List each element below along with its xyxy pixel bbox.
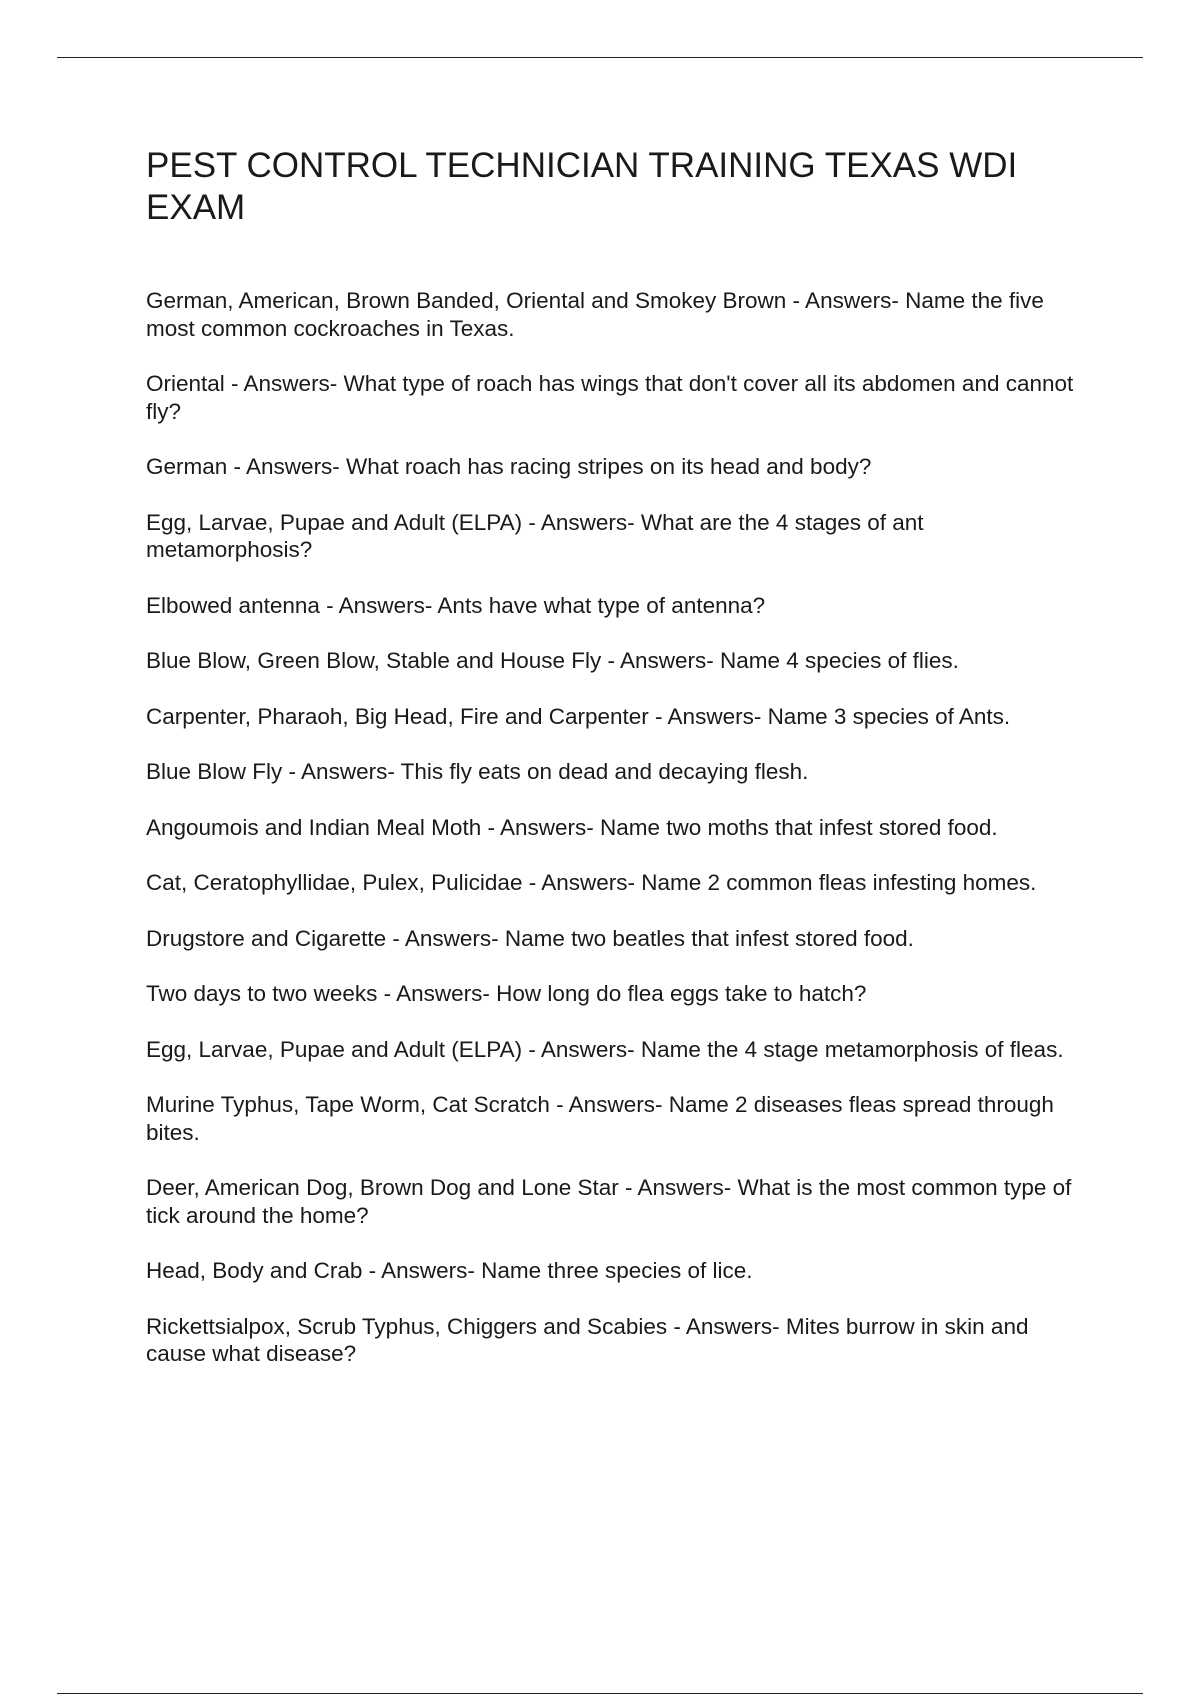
qa-item: Egg, Larvae, Pupae and Adult (ELPA) - Answers- What are the 4 stages of ant metamorphosis? — [146, 509, 924, 562]
qa-item: Blue Blow Fly - Answers- This fly eats on dead and decaying flesh. — [146, 759, 809, 784]
qa-item: Head, Body and Crab - Answers- Name three species of lice. — [146, 1258, 753, 1283]
qa-item: German - Answers- What roach has racing stripes on its head and body? — [146, 454, 872, 479]
qa-item: Blue Blow, Green Blow, Stable and House Fly - Answers- Name 4 species of flies. — [146, 648, 959, 673]
qa-item: Rickettsialpox, Scrub Typhus, Chiggers and Scabies - Answers- Mites burrow in skin and cause what disease? — [146, 1313, 1029, 1366]
qa-item: Egg, Larvae, Pupae and Adult (ELPA) - Answers- Name the 4 stage metamorphosis of fleas. — [146, 1036, 1064, 1062]
qa-item: Drugstore and Cigarette - Answers- Name two beatles that infest stored food. — [146, 925, 914, 951]
header-rule — [57, 57, 1143, 58]
qa-list — [146, 287, 1086, 1368]
qa-item: Cat, Ceratophyllidae, Pulex, Pulicidae - Answers- Name 2 common fleas infesting homes. — [146, 870, 1037, 895]
qa-item: Murine Typhus, Tape Worm, Cat Scratch - Answers- Name 2 diseases fleas spread through bites. — [146, 1092, 1054, 1145]
qa-item: Carpenter, Pharaoh, Big Head, Fire and Carpenter - Answers- Name 3 species of Ants. — [146, 703, 1011, 729]
document-title: PEST CONTROL TECHNICIAN TRAINING TEXAS WDI EXAM — [146, 146, 1018, 227]
qa-item: Elbowed antenna - Answers- Ants have what type of antenna? — [146, 592, 766, 618]
qa-item: Two days to two weeks - Answers- How long do flea eggs take to hatch? — [146, 981, 867, 1006]
qa-item: Oriental - Answers- What type of roach has wings that don't cover all its abdomen and cannot fly? — [146, 371, 1074, 424]
qa-item: Deer, American Dog, Brown Dog and Lone Star - Answers- What is the most common type of tick around the home? — [146, 1175, 1072, 1228]
document-body — [146, 145, 1086, 1396]
qa-item: German, American, Brown Banded, Oriental and Smokey Brown - Answers- Name the five most common cockroaches in Texas. — [146, 288, 1044, 341]
footer-rule — [57, 1693, 1143, 1694]
qa-item: Angoumois and Indian Meal Moth - Answers- Name two moths that infest stored food. — [146, 814, 998, 840]
